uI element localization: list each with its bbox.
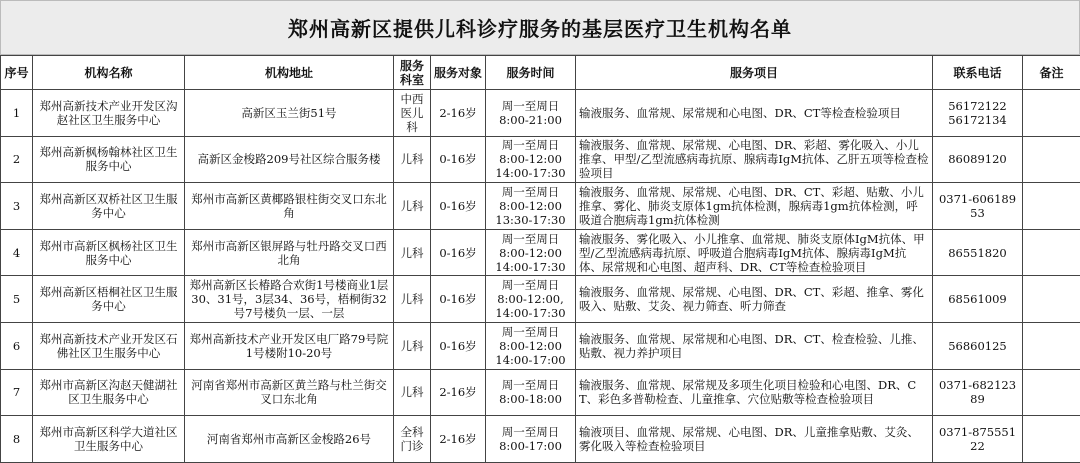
cell-time: 周一至周日 8:00-12:00 14:00-17:30 bbox=[486, 136, 576, 183]
cell-dept: 全科门诊 bbox=[394, 416, 431, 463]
cell-no: 1 bbox=[1, 90, 33, 137]
cell-remark bbox=[1023, 229, 1080, 276]
table-row bbox=[1, 369, 1080, 416]
cell-no: 5 bbox=[1, 276, 33, 323]
page-title: 郑州高新区提供儿科诊疗服务的基层医疗卫生机构名单 bbox=[0, 0, 1080, 55]
cell-remark bbox=[1023, 322, 1080, 369]
cell-no: 7 bbox=[1, 369, 33, 416]
cell-target: 2-16岁 bbox=[431, 90, 486, 137]
cell-phone: 0371-60618953 bbox=[933, 183, 1023, 230]
table-row bbox=[1, 183, 1080, 230]
col-header-name: 机构名称 bbox=[33, 56, 185, 90]
cell-services: 输液服务、血常规、尿常规和心电图、DR、CT等检查检验项目 bbox=[576, 90, 933, 137]
table-row bbox=[1, 276, 1080, 323]
cell-services: 输液服务、血常规、尿常规、心电图、DR、CT、彩超、贴敷、小儿推拿、雾化、肺炎支原体1gm抗体检测，腺病毒1gm抗体检测，呼吸道合胞病毒1gm抗体检测 bbox=[576, 183, 933, 230]
cell-name: 郑州市高新区枫杨社区卫生服务中心 bbox=[33, 229, 185, 276]
cell-no: 4 bbox=[1, 229, 33, 276]
cell-time: 周一至周日 8:00-12:00, 14:00-17:30 bbox=[486, 276, 576, 323]
cell-target: 0-16岁 bbox=[431, 322, 486, 369]
cell-name: 郑州市高新区科学大道社区卫生服务中心 bbox=[33, 416, 185, 463]
cell-services: 输液服务、血常规、尿常规、心电图、DR、CT、彩超、推拿、雾化吸入、贴敷、艾灸、视力筛查、听力筛查 bbox=[576, 276, 933, 323]
cell-services: 输液项目、血常规、尿常规、心电图、DR、儿童推拿贴敷、艾灸、雾化吸入等检查检验项目 bbox=[576, 416, 933, 463]
cell-name: 郑州高新区双桥社区卫生服务中心 bbox=[33, 183, 185, 230]
col-header-no: 序号 bbox=[1, 56, 33, 90]
cell-time: 周一至周日 8:00-17:00 bbox=[486, 416, 576, 463]
cell-name: 郑州市高新区沟赵天健湖社区卫生服务中心 bbox=[33, 369, 185, 416]
cell-dept: 儿科 bbox=[394, 136, 431, 183]
cell-dept: 中西医儿科 bbox=[394, 90, 431, 137]
cell-remark bbox=[1023, 416, 1080, 463]
cell-time: 周一至周日 8:00-18:00 bbox=[486, 369, 576, 416]
cell-name: 郑州高新技术产业开发区石佛社区卫生服务中心 bbox=[33, 322, 185, 369]
cell-address: 郑州市高新区黄椰路银柱街交叉口东北角 bbox=[185, 183, 394, 230]
table-header-row bbox=[1, 56, 1080, 90]
cell-phone: 0371-87555122 bbox=[933, 416, 1023, 463]
cell-address: 河南省郑州市高新区黄兰路与杜兰街交叉口东北角 bbox=[185, 369, 394, 416]
col-header-services: 服务项目 bbox=[576, 56, 933, 90]
col-header-time: 服务时间 bbox=[486, 56, 576, 90]
cell-time: 周一至周日 8:00-12:00 13:30-17:30 bbox=[486, 183, 576, 230]
cell-target: 0-16岁 bbox=[431, 183, 486, 230]
cell-no: 8 bbox=[1, 416, 33, 463]
cell-name: 郑州高新区梧桐社区卫生服务中心 bbox=[33, 276, 185, 323]
cell-target: 0-16岁 bbox=[431, 136, 486, 183]
cell-services: 输液服务、雾化吸入、小儿推拿、血常规、肺炎支原体IgM抗体、甲型/乙型流感病毒抗原、呼吸道合胞病毒IgM抗体、腺病毒IgM抗体、尿常规和心电图、超声科、DR、CT等检查检验项目 bbox=[576, 229, 933, 276]
cell-remark bbox=[1023, 276, 1080, 323]
cell-phone: 56860125 bbox=[933, 322, 1023, 369]
cell-target: 0-16岁 bbox=[431, 276, 486, 323]
cell-time: 周一至周日 8:00-12:00 14:00-17:30 bbox=[486, 229, 576, 276]
cell-no: 2 bbox=[1, 136, 33, 183]
cell-remark bbox=[1023, 369, 1080, 416]
cell-target: 0-16岁 bbox=[431, 229, 486, 276]
cell-address: 高新区玉兰街51号 bbox=[185, 90, 394, 137]
cell-address: 郑州高新技术产业开发区电厂路79号院1号楼附10-20号 bbox=[185, 322, 394, 369]
cell-no: 3 bbox=[1, 183, 33, 230]
col-header-address: 机构地址 bbox=[185, 56, 394, 90]
cell-dept: 儿科 bbox=[394, 229, 431, 276]
cell-services: 输液服务、血常规、尿常规及多项生化项目检验和心电图、DR、CT、彩色多普勒检查、儿童推拿、穴位贴敷等检查检验项目 bbox=[576, 369, 933, 416]
cell-remark bbox=[1023, 90, 1080, 137]
cell-phone: 68561009 bbox=[933, 276, 1023, 323]
cell-no: 6 bbox=[1, 322, 33, 369]
col-header-phone: 联系电话 bbox=[933, 56, 1023, 90]
cell-dept: 儿科 bbox=[394, 183, 431, 230]
cell-phone: 86089120 bbox=[933, 136, 1023, 183]
cell-time: 周一至周日 8:00-21:00 bbox=[486, 90, 576, 137]
cell-services: 输液服务、血常规、尿常规、心电图、DR、彩超、雾化吸入、小儿推拿、甲型/乙型流感病毒抗原、腺病毒IgM抗体、乙肝五项等检查检验项目 bbox=[576, 136, 933, 183]
col-header-remark: 备注 bbox=[1023, 56, 1080, 90]
cell-address: 高新区金梭路209号社区综合服务楼 bbox=[185, 136, 394, 183]
table-row bbox=[1, 322, 1080, 369]
institution-table bbox=[0, 55, 1080, 463]
table-row bbox=[1, 136, 1080, 183]
col-header-dept: 服务科室 bbox=[394, 56, 431, 90]
cell-target: 2-16岁 bbox=[431, 369, 486, 416]
cell-phone: 56172122 56172134 bbox=[933, 90, 1023, 137]
cell-address: 河南省郑州市高新区金梭路26号 bbox=[185, 416, 394, 463]
col-header-target: 服务对象 bbox=[431, 56, 486, 90]
table-row bbox=[1, 416, 1080, 463]
cell-dept: 儿科 bbox=[394, 369, 431, 416]
cell-target: 2-16岁 bbox=[431, 416, 486, 463]
cell-name: 郑州高新技术产业开发区沟赵社区卫生服务中心 bbox=[33, 90, 185, 137]
cell-name: 郑州高新枫杨翰林社区卫生服务中心 bbox=[33, 136, 185, 183]
cell-time: 周一至周日 8:00-12:00 14:00-17:00 bbox=[486, 322, 576, 369]
cell-dept: 儿科 bbox=[394, 322, 431, 369]
cell-remark bbox=[1023, 136, 1080, 183]
cell-services: 输液服务、血常规、尿常规和心电图、DR、CT、检查检验、儿推、贴敷、视力养护项目 bbox=[576, 322, 933, 369]
cell-phone: 0371-68212389 bbox=[933, 369, 1023, 416]
cell-phone: 86551820 bbox=[933, 229, 1023, 276]
cell-remark bbox=[1023, 183, 1080, 230]
table-row bbox=[1, 229, 1080, 276]
cell-dept: 儿科 bbox=[394, 276, 431, 323]
cell-address: 郑州市高新区银屏路与牡丹路交叉口西北角 bbox=[185, 229, 394, 276]
cell-address: 郑州高新区长椿路合欢街1号楼商业1层30、31号，3层34、36号，梧桐街32号7号楼负一层、一层 bbox=[185, 276, 394, 323]
table-row bbox=[1, 90, 1080, 137]
